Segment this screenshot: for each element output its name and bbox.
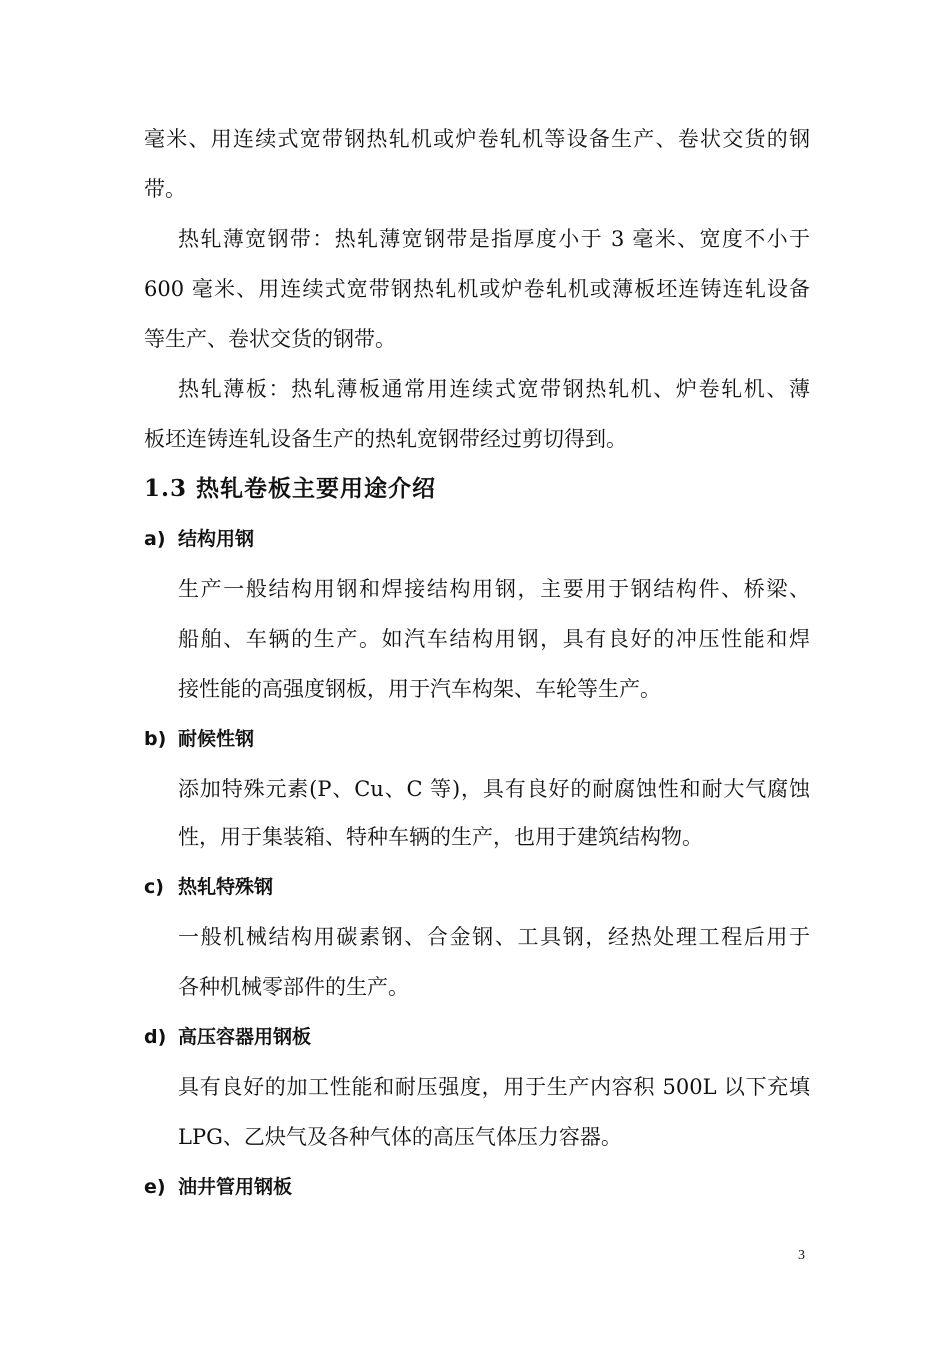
subheading (144, 724, 254, 754)
paragraph-line: 船舶、车辆的生产。如汽车结构用钢，具有良好的冲压性能和焊 (178, 627, 810, 651)
paragraph-line: 具有良好的加工性能和耐压强度，用于生产内容积 500L 以下充填 (178, 1075, 810, 1099)
subheading-label: d) (144, 1026, 167, 1048)
subheading-label: e) (144, 1176, 166, 1198)
subheading-title: 结构用钢 (178, 528, 255, 550)
subheading (144, 872, 273, 902)
subheading (144, 524, 254, 554)
paragraph-line: 热轧薄板：热轧薄板通常用连续式宽带钢热轧机、炉卷轧机、薄 (178, 377, 810, 401)
paragraph-line: 一般机械结构用碳素钢、合金钢、工具钢，经热处理工程后用于 (178, 925, 810, 949)
section-heading: 1.3 热轧卷板主要用途介绍 (144, 475, 437, 502)
subheading (144, 1172, 292, 1202)
paragraph-line: 各种机械零部件的生产。 (178, 975, 409, 999)
paragraph-line: 毫米、用连续式宽带钢热轧机或炉卷轧机等设备生产、卷状交货的钢 (144, 127, 810, 151)
paragraph-line: 600 毫米、用连续式宽带钢热轧机或炉卷轧机或薄板坯连铸连轧设备 (144, 277, 810, 301)
subheading-label: c) (144, 876, 164, 898)
subheading-title: 油井管用钢板 (178, 1176, 293, 1198)
paragraph-line: LPG、乙炔气及各种气体的高压气体压力容器。 (178, 1125, 622, 1149)
paragraph-line: 热轧薄宽钢带：热轧薄宽钢带是指厚度小于 3 毫米、宽度不小于 (178, 227, 810, 251)
paragraph-line: 接性能的高强度钢板，用于汽车构架、车轮等生产。 (178, 677, 661, 701)
paragraph-line: 添加特殊元素(P、Cu、C 等)，具有良好的耐腐蚀性和耐大气腐蚀 (178, 777, 810, 801)
subheading-title: 高压容器用钢板 (178, 1026, 312, 1048)
paragraph-line: 等生产、卷状交货的钢带。 (144, 327, 396, 351)
subheading (144, 1022, 311, 1052)
paragraph-line: 性，用于集装箱、特种车辆的生产，也用于建筑结构物。 (178, 825, 703, 849)
paragraph-line: 生产一般结构用钢和焊接结构用钢，主要用于钢结构件、桥梁、 (178, 577, 810, 601)
paragraph-line: 带。 (144, 177, 186, 201)
subheading-label: a) (144, 528, 166, 550)
subheading-title: 耐候性钢 (178, 728, 255, 750)
subheading-label: b) (144, 728, 167, 750)
subheading-title: 热轧特殊钢 (178, 876, 274, 898)
page-number: 3 (798, 1248, 805, 1263)
paragraph-line: 板坯连铸连轧设备生产的热轧宽钢带经过剪切得到。 (144, 427, 627, 451)
